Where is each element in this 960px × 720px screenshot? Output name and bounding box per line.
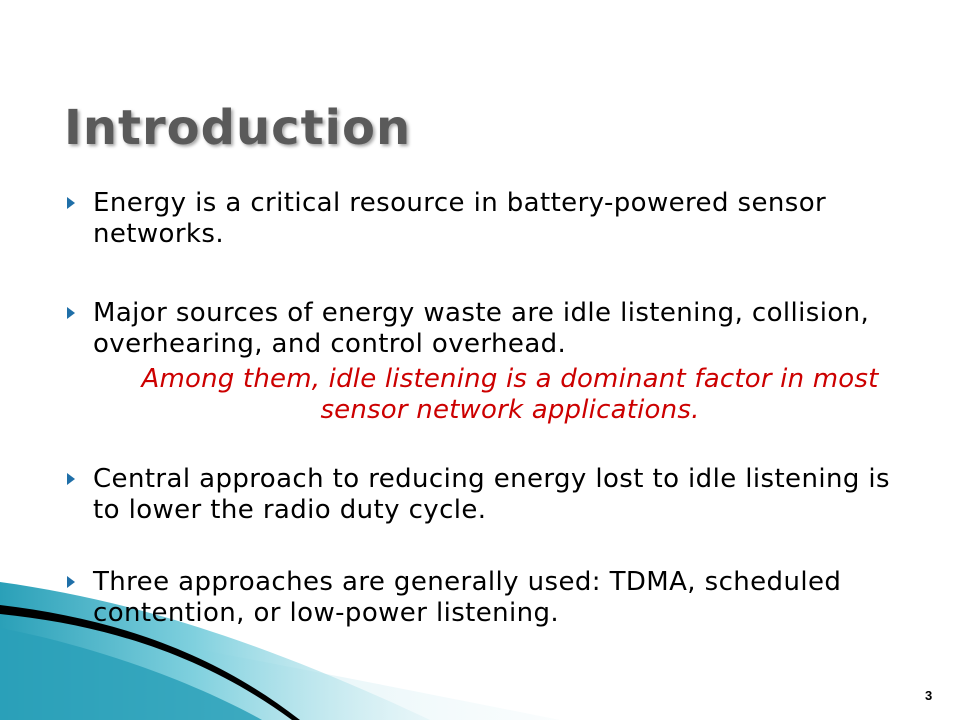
- bullet-item: [60, 298, 910, 360]
- triangle-right-icon: [62, 470, 80, 488]
- bullet-item: [60, 188, 910, 250]
- bullet-text: Three approaches are generally used: TDMA, scheduled contention, or low-power listening.: [93, 567, 842, 628]
- triangle-right-icon: [62, 573, 80, 591]
- slide-title: Introduction: [64, 100, 412, 156]
- highlight-note: Among them, idle listening is a dominant factor in most sensor network applications.: [141, 364, 879, 425]
- triangle-right-icon: [62, 304, 80, 322]
- bullet-text: Major sources of energy waste are idle listening, collision, overhearing, and control overhead.: [93, 298, 870, 359]
- bullet-text: Central approach to reducing energy lost to idle listening is to lower the radio duty cycle.: [93, 464, 890, 525]
- bullet-text: Energy is a critical resource in battery-powered sensor networks.: [93, 188, 827, 249]
- bullet-item: [60, 567, 910, 629]
- triangle-right-icon: [62, 194, 80, 212]
- bullet-item: [60, 464, 910, 526]
- page-number: 3: [925, 688, 933, 703]
